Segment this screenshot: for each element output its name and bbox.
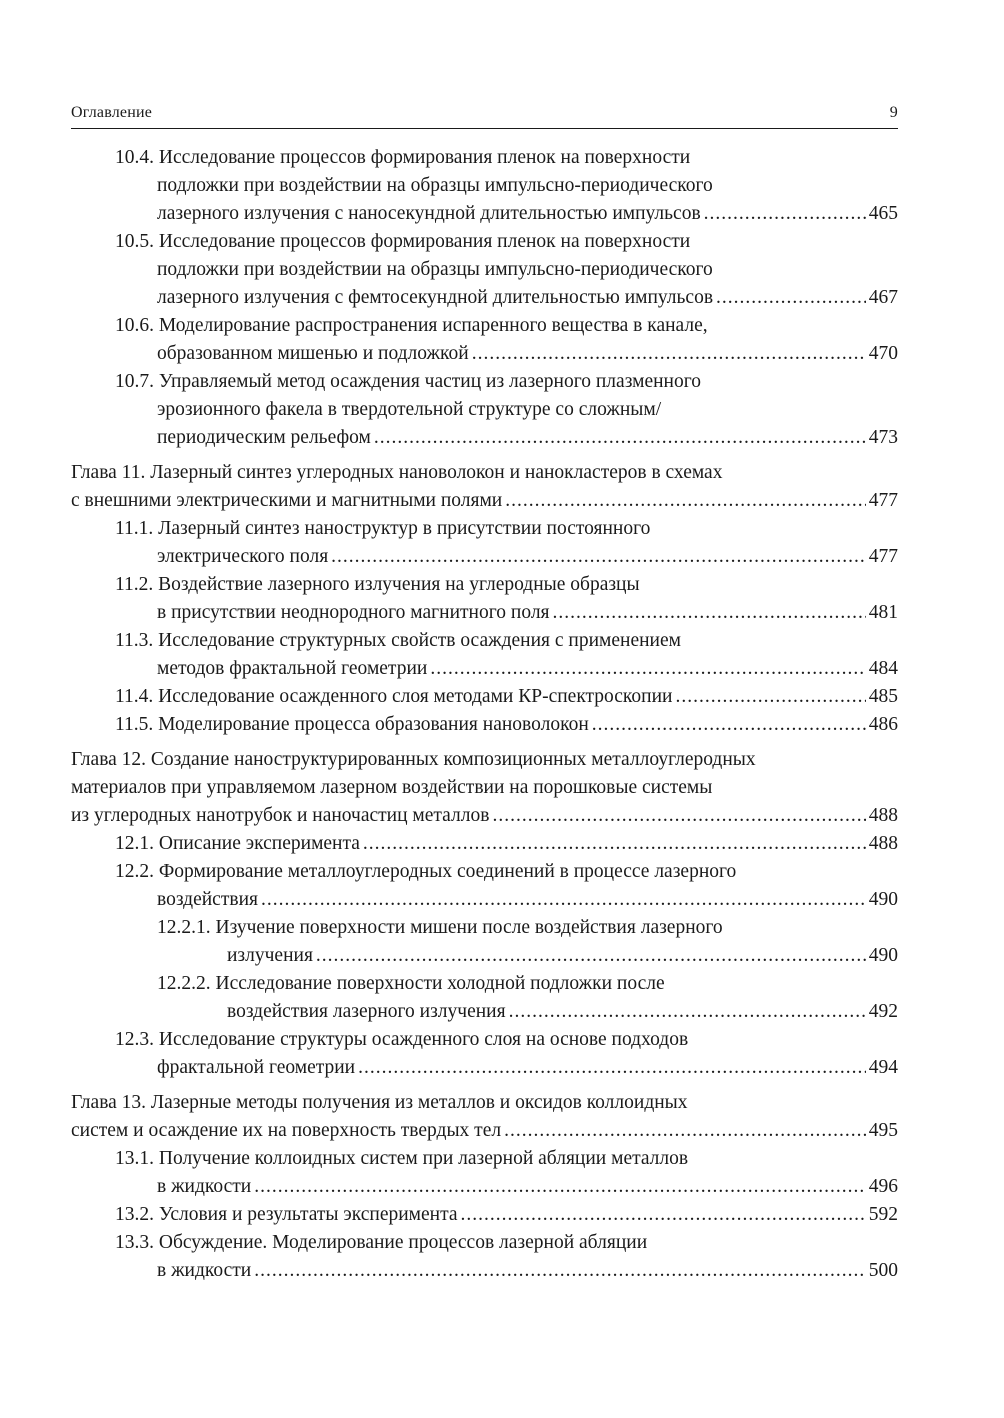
toc-entry-text: 10.6. Моделирование распространения испаренного вещества в канале,: [115, 315, 708, 336]
toc-entry-line: [71, 1173, 898, 1201]
toc-entry-text: 11.3. Исследование структурных свойств осаждения с применением: [115, 630, 681, 651]
toc-entry-line: [71, 543, 898, 571]
leader-dots: [716, 284, 866, 312]
leader-dots: [505, 487, 866, 515]
toc-entry-line: [71, 942, 898, 970]
toc-page-number: 496: [868, 1176, 898, 1197]
toc-entry-text: фрактальной геометрии: [157, 1057, 356, 1078]
toc-entry-line: [71, 1257, 898, 1285]
toc-entry-line: [71, 655, 898, 683]
toc-entry-line: [71, 683, 898, 711]
toc-section-entry[interactable]: [71, 1145, 898, 1201]
toc-page-number: 473: [868, 427, 898, 448]
toc-entry-text: 10.4. Исследование процессов формирования пленок на поверхности: [115, 147, 691, 168]
leader-dots: [509, 998, 866, 1026]
toc-entry-text: 13.1. Получение коллоидных систем при лазерной абляции металлов: [115, 1148, 689, 1169]
toc-entry-text: 10.5. Исследование процессов формирования пленок на поверхности: [115, 231, 691, 252]
toc-entry-line: [71, 599, 898, 627]
toc-page-number: 481: [868, 602, 898, 623]
toc-page-number: 477: [868, 546, 898, 567]
toc-entry-line: [71, 1054, 898, 1082]
toc-entry-line: [71, 368, 898, 396]
toc-entry-line: [71, 459, 898, 487]
toc-entry-text: материалов при управляемом лазерном воздействии на порошковые системы: [71, 777, 713, 798]
leader-dots: [261, 886, 866, 914]
toc-entry-line: [71, 746, 898, 774]
toc-entry-text: 11.2. Воздействие лазерного излучения на углеродные образцы: [115, 574, 640, 595]
toc-entry-line: [71, 1229, 898, 1257]
leader-dots: [472, 340, 866, 368]
running-head: [71, 104, 898, 126]
toc-entry-line: [71, 1026, 898, 1054]
toc-entry-text: 12.2.2. Исследование поверхности холодной подложки после: [157, 973, 665, 994]
toc-entry-text: 11.1. Лазерный синтез наноструктур в присутствии постоянного: [115, 518, 651, 539]
toc-entry-line: [71, 627, 898, 655]
leader-dots: [704, 200, 866, 228]
leader-dots: [553, 599, 866, 627]
toc-entry-line: [71, 340, 898, 368]
toc-section-entry[interactable]: [71, 914, 898, 970]
toc-section-entry[interactable]: [71, 627, 898, 683]
page-number: 9: [889, 104, 898, 121]
toc-entry-line: [71, 1201, 898, 1229]
toc-entry-text: методов фрактальной геометрии: [157, 658, 428, 679]
toc-section-entry[interactable]: [71, 683, 898, 711]
toc-entry-line: [71, 830, 898, 858]
toc-entry-line: [71, 515, 898, 543]
toc-section-entry[interactable]: [71, 312, 898, 368]
toc-entry-text: Глава 12. Создание наноструктурированных композиционных металлоуглеродных: [71, 749, 756, 770]
toc-page-number: 484: [868, 658, 898, 679]
toc-entry-line: [71, 144, 898, 172]
leader-dots: [504, 1117, 866, 1145]
toc-entry-line: [71, 172, 898, 200]
toc-entry-text: образованном мишенью и подложкой: [157, 343, 469, 364]
toc-entry-text: излучения: [227, 945, 313, 966]
toc-entry-text: в присутствии неоднородного магнитного поля: [157, 602, 550, 623]
toc-entry-line: [71, 200, 898, 228]
toc-entry-line: [71, 1145, 898, 1173]
toc-entry-line: [71, 487, 898, 515]
toc-entry-text: воздействия: [157, 889, 258, 910]
leader-dots: [358, 1054, 866, 1082]
table-of-contents: [71, 144, 898, 1285]
toc-page-number: 490: [868, 889, 898, 910]
leader-dots: [374, 424, 866, 452]
toc-section-entry[interactable]: [71, 571, 898, 627]
toc-entry-line: [71, 970, 898, 998]
toc-section-entry[interactable]: [71, 830, 898, 858]
toc-entry-line: [71, 396, 898, 424]
leader-dots: [254, 1257, 866, 1285]
toc-entry-text: с внешними электрическими и магнитными полями: [71, 490, 503, 511]
toc-page-number: 500: [868, 1260, 898, 1281]
toc-entry-text: 12.1. Описание эксперимента: [115, 833, 360, 854]
toc-entry-line: [71, 424, 898, 452]
toc-chapter-entry[interactable]: [71, 1089, 898, 1145]
toc-section-entry[interactable]: [71, 970, 898, 1026]
toc-entry-line: [71, 256, 898, 284]
leader-dots: [430, 655, 865, 683]
toc-entry-line: [71, 312, 898, 340]
toc-entry-line: [71, 998, 898, 1026]
toc-section-entry[interactable]: [71, 711, 898, 739]
toc-entry-line: [71, 1117, 898, 1145]
toc-entry-line: [71, 858, 898, 886]
toc-entry-line: [71, 228, 898, 256]
leader-dots: [331, 543, 866, 571]
toc-page-number: 477: [868, 490, 898, 511]
toc-page-number: 470: [868, 343, 898, 364]
toc-entry-text: Глава 11. Лазерный синтез углеродных нановолокон и нанокластеров в схемах: [71, 462, 723, 483]
toc-section-entry[interactable]: [71, 368, 898, 452]
toc-entry-line: [71, 284, 898, 312]
leader-dots: [492, 802, 865, 830]
toc-section-entry[interactable]: [71, 1201, 898, 1229]
toc-section-entry[interactable]: [71, 858, 898, 914]
toc-section-entry[interactable]: [71, 144, 898, 228]
header-rule: [71, 128, 898, 129]
toc-entry-text: 13.2. Условия и результаты эксперимента: [115, 1204, 458, 1225]
toc-entry-text: в жидкости: [157, 1176, 252, 1197]
toc-entry-text: эрозионного факела в твердотельной структуре со сложным/: [157, 399, 662, 420]
toc-entry-line: [71, 774, 898, 802]
toc-entry-text: 12.3. Исследование структуры осажденного слоя на основе подходов: [115, 1029, 689, 1050]
toc-page-number: 592: [868, 1204, 898, 1225]
toc-entry-text: из углеродных нанотрубок и наночастиц металлов: [71, 805, 490, 826]
toc-entry-text: периодическим рельефом: [157, 427, 371, 448]
toc-entry-text: 12.2.1. Изучение поверхности мишени после воздействия лазерного: [157, 917, 723, 938]
leader-dots: [675, 683, 865, 711]
toc-entry-text: лазерного излучения с фемтосекундной длительностью импульсов: [157, 287, 714, 308]
toc-page-number: 486: [868, 714, 898, 735]
toc-entry-text: электрического поля: [157, 546, 329, 567]
toc-page-number: 488: [868, 833, 898, 854]
toc-entry-text: 11.5. Моделирование процесса образования нановолокон: [115, 714, 589, 735]
toc-entry-text: систем и осаждение их на поверхность твердых тел: [71, 1120, 502, 1141]
toc-page-number: 490: [868, 945, 898, 966]
toc-section-entry[interactable]: [71, 1026, 898, 1082]
toc-entry-line: [71, 802, 898, 830]
leader-dots: [316, 942, 866, 970]
toc-page-number: 494: [868, 1057, 898, 1078]
leader-dots: [461, 1201, 866, 1229]
toc-entry-text: 13.3. Обсуждение. Моделирование процессов лазерной абляции: [115, 1232, 648, 1253]
toc-section-entry[interactable]: [71, 228, 898, 312]
toc-entry-text: подложки при воздействии на образцы импульсно-периодического: [157, 175, 713, 196]
toc-entry-text: 12.2. Формирование металлоуглеродных соединений в процессе лазерного: [115, 861, 737, 882]
running-head-title: Оглавление: [71, 104, 153, 121]
toc-chapter-entry[interactable]: [71, 459, 898, 515]
toc-page-number: 467: [868, 287, 898, 308]
toc-page-number: 495: [868, 1120, 898, 1141]
toc-entry-line: [71, 1089, 898, 1117]
toc-entry-text: 11.4. Исследование осажденного слоя методами КР-спектроскопии: [115, 686, 673, 707]
toc-entry-text: подложки при воздействии на образцы импульсно-периодического: [157, 259, 713, 280]
toc-entry-line: [71, 711, 898, 739]
leader-dots: [254, 1173, 866, 1201]
toc-section-entry[interactable]: [71, 515, 898, 571]
toc-entry-text: 10.7. Управляемый метод осаждения частиц из лазерного плазменного: [115, 371, 701, 392]
toc-section-entry[interactable]: [71, 1229, 898, 1285]
toc-page-number: 488: [868, 805, 898, 826]
toc-page-number: 485: [868, 686, 898, 707]
toc-chapter-entry[interactable]: [71, 746, 898, 830]
toc-entry-text: лазерного излучения с наносекундной длительностью импульсов: [157, 203, 701, 224]
toc-entry-line: [71, 914, 898, 942]
toc-entry-line: [71, 571, 898, 599]
toc-entry-text: Глава 13. Лазерные методы получения из металлов и оксидов коллоидных: [71, 1092, 688, 1113]
toc-entry-text: в жидкости: [157, 1260, 252, 1281]
toc-page-number: 492: [868, 1001, 898, 1022]
toc-entry-line: [71, 886, 898, 914]
toc-page-number: 465: [868, 203, 898, 224]
leader-dots: [363, 830, 866, 858]
leader-dots: [592, 711, 866, 739]
toc-entry-text: воздействия лазерного излучения: [227, 1001, 506, 1022]
